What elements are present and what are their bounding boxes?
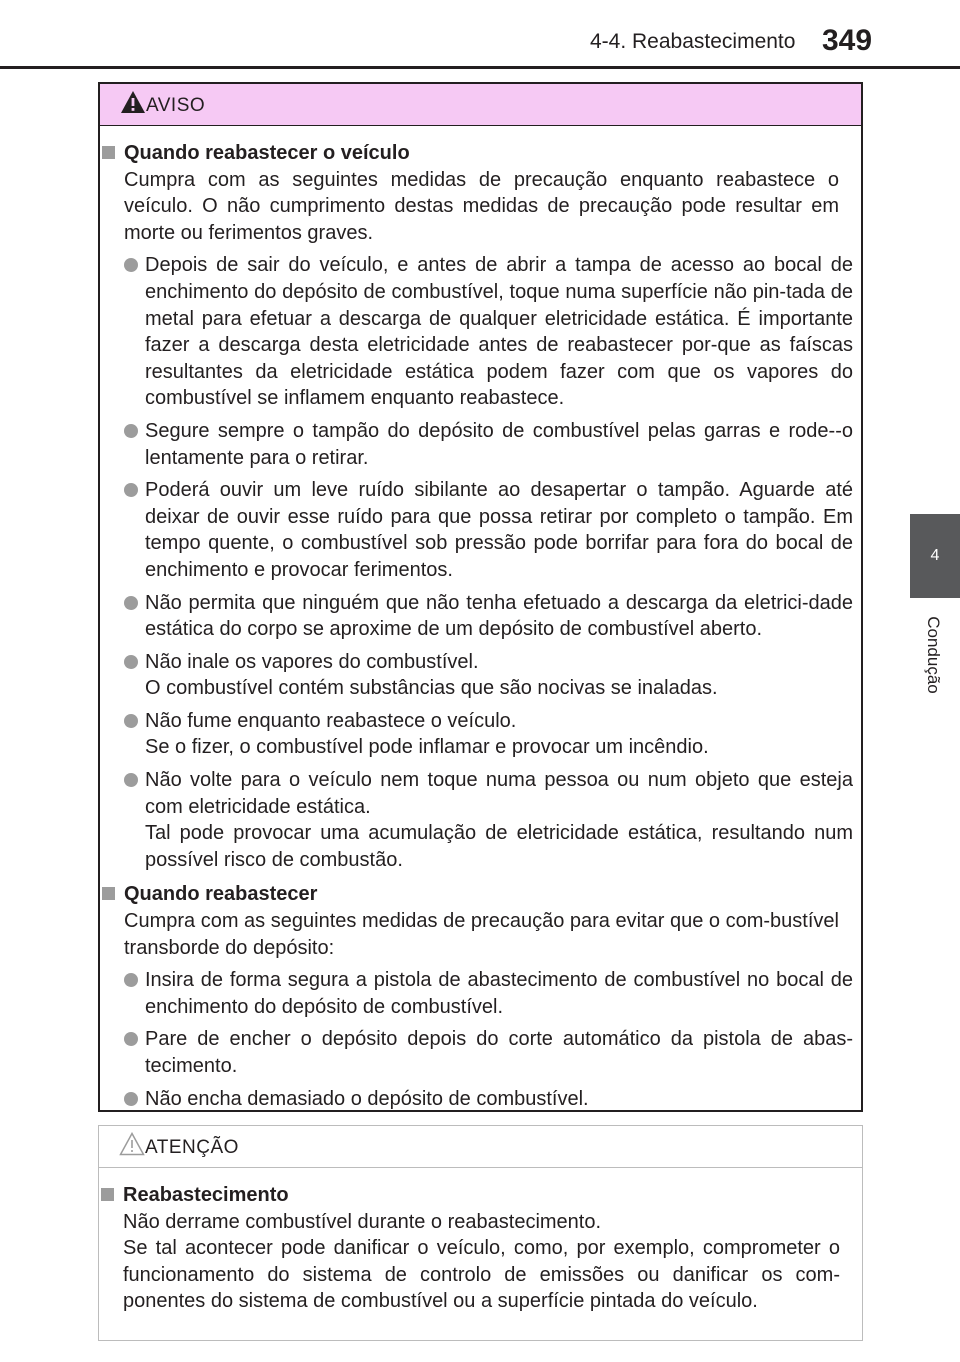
circle-bullet-icon: [124, 973, 138, 987]
warning-section: [100, 140, 853, 873]
caution-triangle-icon: [119, 1132, 145, 1156]
list-item: Poderá ouvir um leve ruído sibilante ao desapertar o tampão. Aguarde até deixar de ouvir esse ruído para que possa retirar por completo o tampão. Em tempo quente, o combustível sob pressão pode borrifar para fora do bocal de enchimento e provocar ferimentos.: [124, 477, 853, 583]
warning-content: [100, 132, 861, 1112]
caution-header: [99, 1126, 862, 1168]
chapter-label-container: [908, 600, 958, 710]
list-item: Insira de forma segura a pistola de abastecimento de combustível no bocal de enchimento do depósito de combustível.: [124, 967, 853, 1020]
section-heading: Quando reabastecer o veículo: [100, 140, 853, 167]
section-intro: Cumpra com as seguintes medidas de precaução enquanto reabastece o veículo. O não cumprimento destas medidas de precaução pode resultar em morte ou ferimentos graves.: [124, 168, 839, 244]
section-title: 4-4. Reabastecimento: [590, 30, 796, 53]
warning-box: [98, 82, 863, 1112]
square-bullet-icon: [102, 887, 115, 900]
caution-section: [99, 1182, 854, 1315]
section-intro: Não derrame combustível durante o reabastecimento. Se tal acontecer pode danificar o veículo, como, por exemplo, comprometer o funcionamento do sistema de controlo de emissões ou danificar os com-ponentes do sistema de combustível ou a superfície pintada do veículo.: [123, 1210, 840, 1313]
chapter-tab: [910, 514, 960, 598]
circle-bullet-icon: [124, 1092, 138, 1106]
circle-bullet-icon: [124, 773, 138, 787]
warning-header: [100, 84, 861, 126]
list-item: Não volte para o veículo nem toque numa pessoa ou num objeto que esteja com eletricidade estática. Tal pode provocar uma acumulação de eletricidade estática, resultando num possível risco de combustão.: [124, 767, 853, 873]
warning-triangle-icon: [120, 90, 146, 114]
list-item: Não permita que ninguém que não tenha efetuado a descarga da eletrici-dade estática do corpo se aproxime de um depósito de combustível aberto.: [124, 590, 853, 643]
list-item: Depois de sair do veículo, e antes de abrir a tampa de acesso ao bocal de enchimento do depósito de combustível, toque numa superfície não pin-tada de metal para efetuar a descarga de qualquer eletricidade estática. É importante fazer a descarga desta eletricidade antes de reabastecer por-que as faíscas resultantes da eletricidade estática podem fazer com que os vapores do combustível se inflamem enquanto reabastece.: [124, 252, 853, 412]
section-intro: Cumpra com as seguintes medidas de precaução para evitar que o com-bustível transborde do depósito:: [124, 910, 839, 959]
section-heading: Quando reabastecer: [100, 881, 853, 908]
circle-bullet-icon: [124, 1032, 138, 1046]
circle-bullet-icon: [124, 258, 138, 272]
section-heading: Reabastecimento: [99, 1182, 854, 1209]
circle-bullet-icon: [124, 483, 138, 497]
list-item: Não encha demasiado o depósito de combustível.: [124, 1086, 853, 1113]
circle-bullet-icon: [124, 424, 138, 438]
square-bullet-icon: [102, 146, 115, 159]
list-item: Não fume enquanto reabastece o veículo. Se o fizer, o combustível pode inflamar e provocar um incêndio.: [124, 708, 853, 761]
circle-bullet-icon: [124, 596, 138, 610]
page-number: 349: [822, 24, 873, 57]
chapter-label: Condução: [924, 616, 944, 694]
list-item: Pare de encher o depósito depois do corte automático da pistola de abas-tecimento.: [124, 1026, 853, 1079]
warning-section: [100, 881, 853, 1112]
caution-content: [99, 1174, 862, 1315]
square-bullet-icon: [101, 1188, 114, 1201]
caution-label: ATENÇÃO: [145, 1137, 239, 1158]
list-item: Segure sempre o tampão do depósito de combustível pelas garras e rode--o lentamente para o retirar.: [124, 418, 853, 471]
list-item: Não inale os vapores do combustível. O combustível contém substâncias que são nocivas se inaladas.: [124, 649, 853, 702]
header-divider: [0, 66, 960, 69]
chapter-number: 4: [930, 547, 940, 564]
warning-label: AVISO: [146, 95, 206, 116]
caution-box: [98, 1125, 863, 1341]
circle-bullet-icon: [124, 714, 138, 728]
circle-bullet-icon: [124, 655, 138, 669]
